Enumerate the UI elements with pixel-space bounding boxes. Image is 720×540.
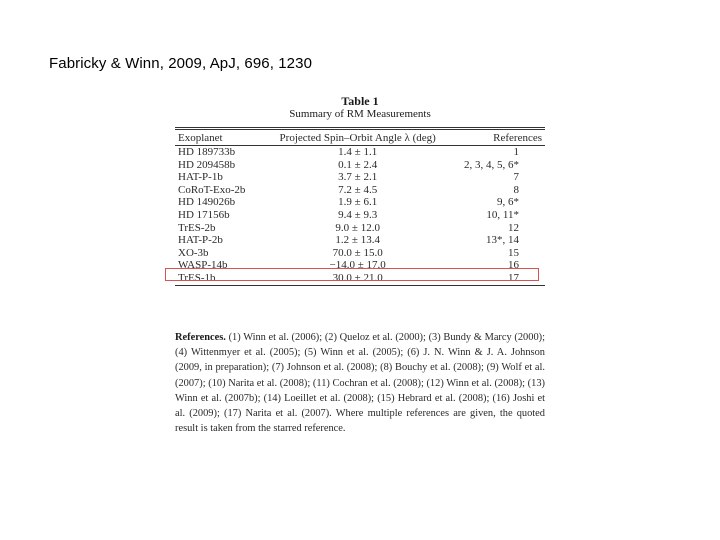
cell-angle: 1.4 ± 1.1 (338, 146, 378, 158)
cell-planet: HD 17156b (178, 208, 230, 221)
header-exoplanet: Exoplanet (175, 129, 274, 146)
cell-planet: TrES-1b (175, 272, 274, 285)
table-row (175, 234, 545, 247)
cell-planet: TrES-2b (178, 221, 216, 234)
cell-angle: 0.1 ± 2.4 (338, 158, 378, 171)
table-row (175, 171, 545, 184)
cell-planet: XO-3b (178, 246, 209, 259)
table-row (175, 209, 545, 222)
table-subtitle: Summary of RM Measurements (289, 108, 431, 120)
table-title: Table 1 (341, 94, 379, 108)
cell-planet: HD 209458b (178, 158, 236, 171)
cell-refs: 10, 11* (486, 208, 519, 221)
table-row (175, 159, 545, 172)
cell-refs: 12 (508, 221, 519, 234)
references-text: (1) Winn et al. (2006); (2) Queloz et al. (2000); (3) Bundy & Marcy (2000); (4) Wittenmyer et al. (2005); (5) Winn et al. (2005); (6) J. N. Winn & J. A. Johnson (2009, in preparation); (7) Johnson et al. (2008); (8) Bouchy et al. (2008); (9) Wolf et al. (2007); (10) Narita et al. (2008); (11) Cochran et al. (2008); (12) Winn et al. (2008); (13) Winn et al. (2007b); (14) Loeillet et al. (2008); (15) Hebrard et al. (2008); (16) Joshi et al. (2009); (17) Narita et al. (2007). Where multiple references are given, the quoted result is taken from the starred reference. (175, 332, 545, 435)
cell-planet: HD 149026b (178, 196, 236, 209)
citation-text: Fabricky & Winn, 2009, ApJ, 696, 1230 (49, 55, 313, 72)
references-label: References. (175, 332, 226, 343)
table-row (175, 146, 545, 159)
cell-refs: 2, 3, 4, 5, 6* (464, 158, 519, 171)
table-row (175, 272, 545, 285)
cell-planet: WASP-14b (178, 259, 228, 272)
cell-angle: 7.2 ± 4.5 (338, 183, 378, 196)
cell-angle: 9.0 ± 12.0 (335, 221, 380, 234)
cell-planet: HAT-P-2b (178, 234, 223, 247)
table-row (175, 222, 545, 235)
table-container (175, 95, 545, 286)
cell-refs: 1 (513, 146, 519, 158)
table-row (175, 184, 545, 197)
cell-planet: HD 189733b (178, 146, 236, 158)
cell-refs: 8 (513, 183, 519, 196)
cell-planet: HAT-P-1b (178, 171, 223, 184)
cell-planet: CoRoT-Exo-2b (178, 183, 246, 196)
header-angle: Projected Spin–Orbit Angle λ (deg) (274, 129, 441, 146)
references-note (175, 330, 545, 436)
table-header-row (175, 129, 545, 146)
cell-angle: 3.7 ± 2.1 (338, 171, 378, 184)
table-row-highlighted (175, 247, 545, 260)
cell-refs: 9, 6* (497, 196, 519, 209)
cell-refs: 15 (508, 246, 519, 259)
cell-angle: 70.0 ± 15.0 (332, 246, 383, 259)
table-row (175, 259, 545, 272)
cell-refs: 17 (441, 272, 545, 285)
cell-refs: 16 (508, 259, 519, 272)
cell-angle: 1.9 ± 6.1 (338, 196, 378, 209)
cell-angle: −14.0 ± 17.0 (329, 259, 386, 272)
cell-angle: 1.2 ± 13.4 (335, 234, 380, 247)
cell-refs: 7 (513, 171, 519, 184)
cell-angle: 30.0 ± 21.0 (274, 272, 441, 285)
cell-angle: 9.4 ± 9.3 (338, 208, 378, 221)
rm-measurements-table (175, 127, 545, 286)
cell-refs: 13*, 14 (486, 234, 519, 247)
header-references: References (441, 129, 545, 146)
table-row (175, 196, 545, 209)
